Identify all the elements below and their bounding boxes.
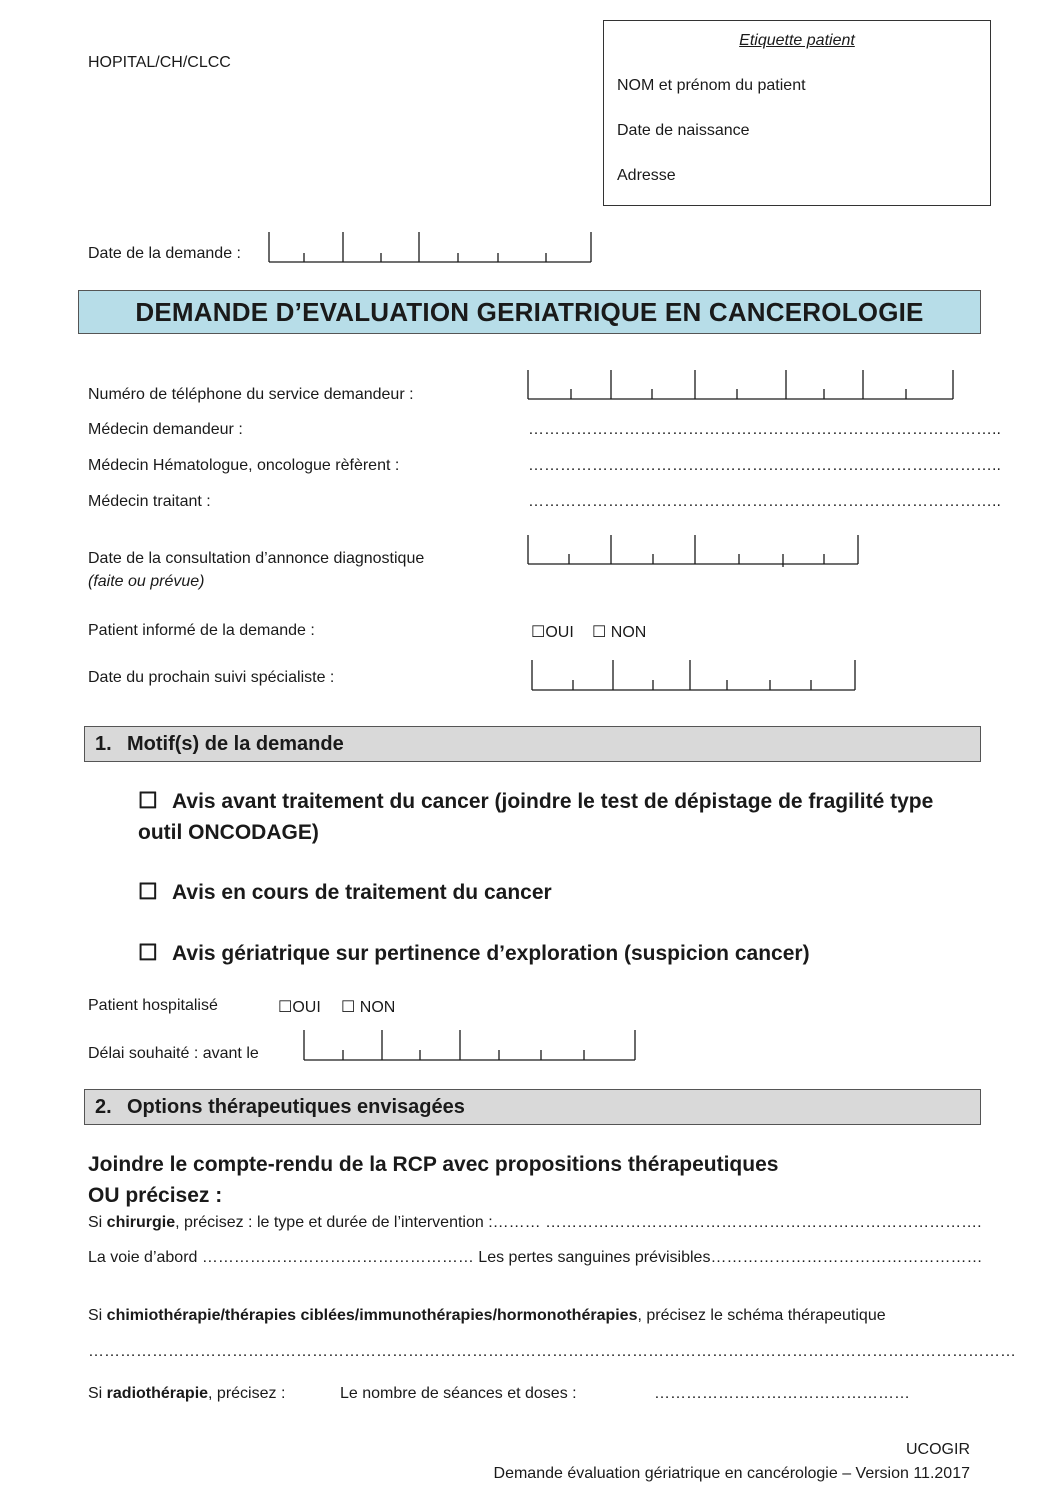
footer-org: UCOGIR [906, 1441, 970, 1458]
diagnosis-consult-label: Date de la consultation d’annonce diagnostique [88, 550, 425, 567]
section-reasons-header [84, 726, 981, 762]
surgery-line[interactable] [88, 1214, 982, 1232]
hospitalized-oui-checkbox[interactable]: ☐OUI [278, 999, 321, 1016]
delay-date-field[interactable] [303, 1029, 639, 1063]
reason-during-treatment-label: Avis en cours de traitement du cancer [172, 881, 552, 904]
reason-before-treatment-label: Avis avant traitement du cancer (joindre le test de dépistage de fragilité type [172, 790, 934, 813]
footer-doc: Demande évaluation gériatrique en cancérologie – Version 11.2017 [493, 1465, 970, 1482]
section-reasons-number: 1. [95, 732, 112, 755]
next-followup-date-field[interactable] [531, 659, 859, 693]
attending-doctor-label: Médecin traitant : [88, 493, 211, 510]
radio-line [88, 1385, 285, 1403]
patient-birth-label: Date de naissance [617, 122, 750, 139]
chemo-rest: , précisez le schéma thérapeutique [637, 1307, 886, 1324]
patient-informed-oui-checkbox[interactable]: ☐OUI [531, 624, 574, 641]
section-reasons-title: Motif(s) de la demande [127, 732, 344, 755]
diagnosis-consult-date-field[interactable] [527, 534, 861, 568]
reason-before-treatment-label-cont: outil ONCODAGE) [138, 821, 319, 844]
request-date-label: Date de la demande : [88, 245, 241, 262]
patient-informed-label: Patient informé de la demande : [88, 622, 315, 639]
radio-si: Si [88, 1385, 107, 1402]
phone-label: Numéro de téléphone du service demandeur : [88, 386, 414, 403]
request-date-field[interactable] [268, 231, 594, 265]
chemo-dots-field[interactable]: ………………………………………………………………………………………………………………………………………………………… [88, 1343, 1016, 1360]
chemo-line [88, 1307, 886, 1325]
surgery-word: chirurgie [106, 1214, 176, 1231]
radio-sessions-label: Le nombre de séances et doses : [340, 1385, 577, 1402]
hemato-onco-field[interactable]: …………………………………………………………………………….. [528, 457, 1001, 474]
patient-address-label: Adresse [617, 167, 676, 184]
hospitalized-non-checkbox[interactable]: ☐ NON [341, 999, 396, 1016]
patient-label-box [603, 20, 991, 206]
hospital-label: HOPITAL/CH/CLCC [88, 54, 231, 71]
patient-informed-non-checkbox[interactable]: ☐ NON [592, 624, 647, 641]
delay-label: Délai souhaité : avant le [88, 1045, 259, 1062]
attending-doctor-field[interactable]: …………………………………………………………………………….. [528, 493, 1001, 510]
reason-exploration-checkbox[interactable]: ☐ [138, 940, 158, 965]
approach-line[interactable]: La voie d’abord …………………………………………… Les pertes sanguines prévisibles…………………………………………… [88, 1249, 983, 1266]
phone-field[interactable] [527, 369, 957, 403]
radio-rest: , précisez : [208, 1385, 286, 1402]
attach-rcp-line: Joindre le compte-rendu de la RCP avec propositions thérapeutiques [88, 1153, 779, 1176]
page-title: DEMANDE D’EVALUATION GERIATRIQUE EN CANCEROLOGIE [78, 290, 981, 334]
reason-before-treatment-checkbox[interactable]: ☐ [138, 788, 158, 813]
reason-during-treatment-checkbox[interactable]: ☐ [138, 879, 158, 904]
chemo-si: Si [88, 1307, 107, 1324]
radio-dots-field[interactable]: ………………………………………… [654, 1385, 910, 1402]
requesting-doctor-label: Médecin demandeur : [88, 421, 243, 438]
section-options-header [84, 1089, 981, 1125]
surgery-rest: , précisez : le type et durée de l’intervention :……… ………………………………………………………………………. [175, 1214, 982, 1231]
section-options-title: Options thérapeutiques envisagées [127, 1095, 465, 1118]
requesting-doctor-field[interactable]: …………………………………………………………………………….. [528, 421, 1001, 438]
hospitalized-label: Patient hospitalisé [88, 997, 218, 1014]
chemo-word: chimiothérapie/thérapies ciblées/immunothérapies/hormonothérapies [106, 1307, 638, 1324]
radio-word: radiothérapie [106, 1385, 209, 1402]
section-options-number: 2. [95, 1095, 112, 1118]
next-followup-label: Date du prochain suivi spécialiste : [88, 669, 335, 686]
patient-name-label: NOM et prénom du patient [617, 77, 806, 94]
hemato-onco-label: Médecin Hématologue, oncologue rèfèrent : [88, 457, 400, 474]
or-specify-line: OU précisez : [88, 1184, 223, 1207]
diagnosis-consult-note: (faite ou prévue) [88, 573, 205, 590]
patient-label-title: Etiquette patient [739, 32, 855, 49]
reason-exploration-label: Avis gériatrique sur pertinence d’exploration (suspicion cancer) [172, 942, 810, 965]
surgery-si: Si [88, 1214, 107, 1231]
